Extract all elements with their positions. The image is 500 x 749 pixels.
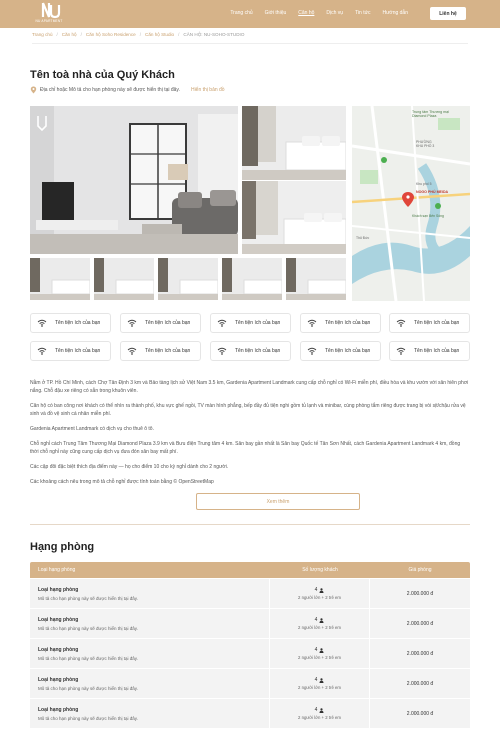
room-price: 2.000.000 đ (406, 590, 434, 597)
table-row[interactable] (30, 669, 470, 698)
amenity-label: Tên tiện ích của bạn (414, 320, 460, 326)
map-label-district: Khu phố 5 (416, 182, 432, 186)
room-price: 2.000.000 đ (406, 710, 434, 717)
page-title: Tên toà nhà của Quý Khách (30, 69, 175, 81)
nav-apartments[interactable]: Căn hộ (298, 10, 315, 16)
guest-count: 4 (314, 647, 318, 653)
person-icon (319, 618, 324, 623)
gallery-thumb-3[interactable] (158, 258, 218, 300)
amenity-label: Tên tiện ích của bạn (55, 348, 101, 354)
amenity-item (30, 313, 111, 333)
person-icon (319, 588, 324, 593)
description-paragraph: Căn hộ có ban công nơi khách có thể nhìn ra thành phố, khu vực ghế ngồi, TV màn hình phẳng, bếp đầy đủ tiện nghi gồm tủ lạnh và minibar, cùng phòng tắm riêng được trang bị vòi sịt/chậu rửa vệ sinh và đồ vệ sinh cá nhân miễn phí. (30, 403, 466, 417)
guest-count: 4 (314, 587, 318, 593)
wifi-icon (307, 347, 317, 355)
nav-guide[interactable]: Hướng dẫn (382, 10, 408, 16)
wifi-icon (396, 319, 406, 327)
amenity-item (389, 341, 470, 361)
wifi-icon (127, 347, 137, 355)
room-price: 2.000.000 đ (406, 650, 434, 657)
breadcrumb-home[interactable]: Trang chủ (32, 32, 53, 37)
bedroom-thumb-illustration (222, 258, 282, 300)
map-label-pin: NOGO PHÚ MEIDA (416, 190, 449, 194)
wifi-icon (37, 319, 47, 327)
nav-home[interactable]: Trang chủ (230, 10, 253, 16)
guest-detail: 2 người lớn + 2 trẻ em (297, 595, 342, 600)
nav-services[interactable]: Dịch vụ (326, 10, 344, 16)
room-type-name: Loại hạng phòng (38, 646, 79, 653)
map-label-road: Thủ Đức (356, 236, 370, 240)
person-icon (319, 648, 324, 653)
map-illustration (352, 106, 470, 301)
living-room-illustration (30, 106, 238, 254)
amenity-label: Tên tiện ích của bạn (235, 320, 281, 326)
amenity-item (389, 313, 470, 333)
nav-news[interactable]: Tin tức (355, 10, 371, 16)
map-label-ward: PHƯỜNG KHU PHỐ 3 (416, 140, 435, 148)
location-pin-icon (30, 86, 37, 94)
breadcrumb-separator: / (178, 32, 180, 37)
guest-count: 4 (314, 617, 318, 623)
table-row[interactable] (30, 699, 470, 728)
table-header (30, 562, 470, 578)
breadcrumb-separator: / (139, 32, 141, 37)
gallery-thumb-2[interactable] (94, 258, 154, 300)
site-header (0, 0, 500, 28)
gallery-photo-bedroom-1[interactable] (242, 106, 346, 180)
nav-about[interactable]: Giới thiệu (264, 10, 287, 16)
wifi-icon (396, 347, 406, 355)
gallery-thumb-5[interactable] (286, 258, 346, 300)
guest-detail: 2 người lớn + 2 trẻ em (297, 685, 342, 690)
room-type-desc: Mô tả cho hạn phòng này sẽ được hiển thị tại đây. (38, 715, 138, 721)
logo-mark-icon (32, 2, 66, 19)
amenity-item (120, 313, 201, 333)
guest-detail: 2 người lớn + 2 trẻ em (297, 715, 342, 720)
address-text: Địa chỉ hoặc Mô tả cho hạn phòng này sẽ được hiển thị tại đây. (40, 87, 180, 93)
description-paragraph: Chỗ nghỉ cách Trung Tâm Thương Mại Diamond Plaza 3.9 km và Bưu điện Trung tâm 4 km. Sân bay gần nhất là Sân bay Quốc tế Tân Sơn Nhất, cách Gardenia Apartment Landmark 4 km, đồng thời chỗ nghỉ này cũng cung cấp dịch vụ đưa đón sân bay mất phí. (30, 441, 461, 455)
gallery-main-photo[interactable] (30, 106, 238, 254)
description-paragraph: Nằm ở TP. Hồ Chí Minh, cách Chợ Tân Định 3 km và Bảo tàng lịch sử Việt Nam 3.5 km, Gardenia Apartment Landmark cung cấp chỗ nghỉ có Wi-Fi miễn phí, điều hòa và khu vườn với sân hiên phơi nắng. Chỗ đậu xe riêng có sẵn trong khuôn viên. (30, 380, 469, 394)
bedroom-thumb-illustration (286, 258, 346, 300)
amenity-item (120, 341, 201, 361)
gallery-photo-bedroom-2[interactable] (242, 181, 346, 254)
person-icon (319, 708, 324, 713)
room-type-desc: Mô tả cho hạn phòng này sẽ được hiển thị tại đây. (38, 685, 138, 691)
main-nav (230, 10, 408, 16)
bedroom-illustration (242, 106, 346, 180)
amenity-item (210, 313, 291, 333)
bedroom-thumb-illustration (30, 258, 90, 300)
amenity-label: Tên tiện ích của bạn (325, 320, 371, 326)
description-paragraph: Gardenia Apartment Landmark có dịch vụ cho thuê ô tô. (30, 426, 154, 432)
breadcrumb-separator: / (80, 32, 82, 37)
table-row[interactable] (30, 579, 470, 608)
breadcrumb-studio[interactable]: Căn hộ Studio (145, 32, 175, 37)
guest-count: 4 (314, 707, 318, 713)
amenity-label: Tên tiện ích của bạn (414, 348, 460, 354)
description-paragraph: Các cặp đôi đặc biệt thích địa điểm này — họ cho điểm 10 cho kỳ nghỉ dành cho 2 người. (30, 464, 229, 470)
amenity-label: Tên tiện ích của bạn (145, 320, 191, 326)
room-price: 2.000.000 đ (406, 620, 434, 627)
bedroom-thumb-illustration (158, 258, 218, 300)
guest-count: 4 (314, 677, 318, 683)
amenity-label: Tên tiện ích của bạn (55, 320, 101, 326)
amenity-item (300, 313, 381, 333)
amenity-label: Tên tiện ích của bạn (145, 348, 191, 354)
wifi-icon (217, 347, 227, 355)
room-type-desc: Mô tả cho hạn phòng này sẽ được hiển thị tại đây. (38, 625, 138, 631)
column-header-price: Giá phòng (408, 567, 432, 573)
table-row[interactable] (30, 639, 470, 668)
room-type-desc: Mô tả cho hạn phòng này sẽ được hiển thị tại đây. (38, 595, 138, 601)
room-type-name: Loại hạng phòng (38, 676, 79, 683)
room-types-title: Hạng phòng (30, 541, 95, 553)
guest-detail: 2 người lớn + 2 trẻ em (297, 625, 342, 630)
nu-apartment-logo[interactable] (32, 2, 66, 26)
breadcrumb-residence[interactable]: Căn hộ Soho Residence (85, 32, 136, 37)
map-label-top: Trung tâm Thương mại Diamond Plaza (412, 110, 449, 119)
column-header-room-type: Loại hạng phòng (38, 567, 76, 573)
see-more-button[interactable]: Xem thêm (196, 493, 360, 510)
section-divider (30, 524, 470, 525)
amenity-item (210, 341, 291, 361)
wifi-icon (307, 319, 317, 327)
bedroom-thumb-illustration (94, 258, 154, 300)
property-description (30, 379, 470, 493)
bedroom-illustration (242, 181, 346, 254)
breadcrumb-current: CĂN HỘ: NU-SOHO-STUDIO (183, 32, 245, 37)
table-row[interactable] (30, 609, 470, 638)
guest-detail: 2 người lớn + 2 trẻ em (297, 655, 342, 660)
logo-text: NU APARTMENT (35, 19, 63, 23)
breadcrumb-divider (32, 43, 468, 44)
room-type-name: Loại hạng phòng (38, 706, 79, 713)
room-type-name: Loại hạng phòng (38, 616, 79, 623)
wifi-icon (217, 319, 227, 327)
wifi-icon (127, 319, 137, 327)
gallery-thumb-1[interactable] (30, 258, 90, 300)
contact-button[interactable]: Liên hệ (430, 7, 466, 20)
gallery-thumb-4[interactable] (222, 258, 282, 300)
map-label-hotel: Khách sạn Bến Sông (412, 214, 444, 218)
amenity-item (30, 341, 111, 361)
room-type-desc: Mô tả cho hạn phòng này sẽ được hiển thị tại đây. (38, 655, 138, 661)
show-map-link[interactable]: Hiển thị bản đồ (190, 87, 225, 93)
room-type-name: Loại hạng phòng (38, 586, 79, 593)
room-price: 2.000.000 đ (406, 680, 434, 687)
column-header-guests: Số lượng khách (302, 567, 338, 573)
person-icon (319, 678, 324, 683)
breadcrumb-apartments[interactable]: Căn hộ (61, 32, 77, 37)
location-map[interactable] (352, 106, 470, 301)
description-paragraph: Các khoảng cách nêu trong mô tả chỗ nghỉ được tính toán bằng © OpenStreetMap (30, 479, 214, 485)
amenity-item (300, 341, 381, 361)
wifi-icon (37, 347, 47, 355)
breadcrumb-separator: / (56, 32, 58, 37)
address-row (30, 86, 225, 94)
breadcrumb (32, 32, 244, 37)
room-types-table (30, 562, 470, 728)
amenity-label: Tên tiện ích của bạn (325, 348, 371, 354)
amenity-label: Tên tiện ích của bạn (235, 348, 281, 354)
